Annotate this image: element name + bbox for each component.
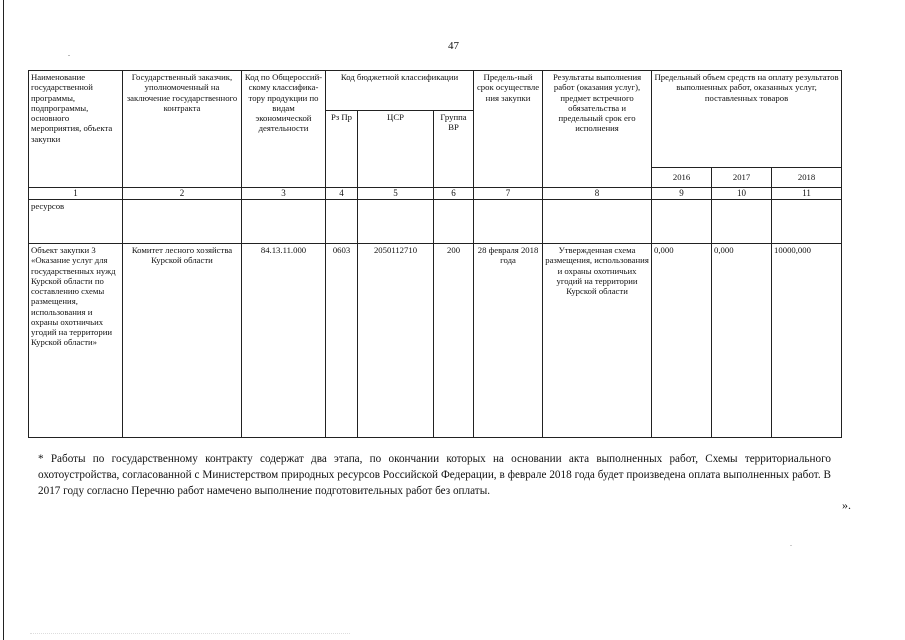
column-number: 2 <box>123 188 242 200</box>
header-deadline: Предель-ный срок осуществле ния закупки <box>474 71 543 188</box>
page-left-border <box>3 0 4 640</box>
okpd-code: 84.13.11.000 <box>242 244 326 438</box>
column-number: 1 <box>29 188 123 200</box>
column-number: 3 <box>242 188 326 200</box>
scan-artifact-line <box>30 633 350 635</box>
header-okpd: Код по Общероссий-скому классифика-тору продукции по видам экономической деятельности <box>242 71 326 188</box>
amount-2016: 0,000 <box>652 244 712 438</box>
scan-speck <box>790 545 792 546</box>
header-year-2017: 2017 <box>712 168 772 188</box>
closing-quote: ». <box>842 498 851 512</box>
header-year-2018: 2018 <box>772 168 842 188</box>
column-number: 8 <box>543 188 652 200</box>
rzpr-code: 0603 <box>326 244 358 438</box>
procurement-plan-table <box>28 70 842 438</box>
column-number-row <box>29 188 842 200</box>
column-number: 11 <box>772 188 842 200</box>
header-budget-classification: Код бюджетной классификации <box>326 71 474 111</box>
header-rzpr: Рз Пр <box>326 111 358 188</box>
header-vr: Группа ВР <box>434 111 474 188</box>
result-description: Утвержденная схема размещения, использования и охраны охотничьих угодий на территории Курской области <box>543 244 652 438</box>
header-csr: ЦСР <box>358 111 434 188</box>
header-program-name: Наименование государственной программы, подпрограммы, основного мероприятия, объекта закупки <box>29 71 123 188</box>
customer-name: Комитет лесного хозяйства Курской области <box>123 244 242 438</box>
amount-2018: 10000,000 <box>772 244 842 438</box>
scan-speck <box>68 55 70 56</box>
table-row <box>29 244 842 438</box>
deadline: 28 февраля 2018 года <box>474 244 543 438</box>
header-customer: Государственный заказчик, уполномоченный на заключение государственного контракта <box>123 71 242 188</box>
continuation-row <box>29 200 842 244</box>
csr-code: 2050112710 <box>358 244 434 438</box>
continuation-text: ресурсов <box>29 200 123 244</box>
footnote: * Работы по государственному контракту содержат два этапа, по окончании которых на основании акта выполненных работ, Схемы территориального охотоустройства, согласованной с Министерством природных ресурсов Российской Федерации, в феврале 2018 года будет произведена оплата выполненных работ. В 2017 году согласно Перечню работ намечено выполнение подготовительных работ без оплаты. <box>38 453 831 497</box>
header-results: Результаты выполнения работ (оказания услуг), предмет встречного обязательства и предельный срок его исполнения <box>543 71 652 188</box>
column-number: 5 <box>358 188 434 200</box>
vr-code: 200 <box>434 244 474 438</box>
column-number: 9 <box>652 188 712 200</box>
column-number: 10 <box>712 188 772 200</box>
column-number: 6 <box>434 188 474 200</box>
page-number: 47 <box>448 40 459 52</box>
amount-2017: 0,000 <box>712 244 772 438</box>
header-funding: Предельный объем средств на оплату результатов выполненных работ, оказанных услуг, поставленных товаров <box>652 71 842 168</box>
object-name: Объект закупки 3 «Оказание услуг для государственных нужд Курской области по составлению схемы размещения, использования и охраны охотничьих угодий на территории Курской области» <box>29 244 123 438</box>
column-number: 4 <box>326 188 358 200</box>
column-number: 7 <box>474 188 543 200</box>
header-year-2016: 2016 <box>652 168 712 188</box>
